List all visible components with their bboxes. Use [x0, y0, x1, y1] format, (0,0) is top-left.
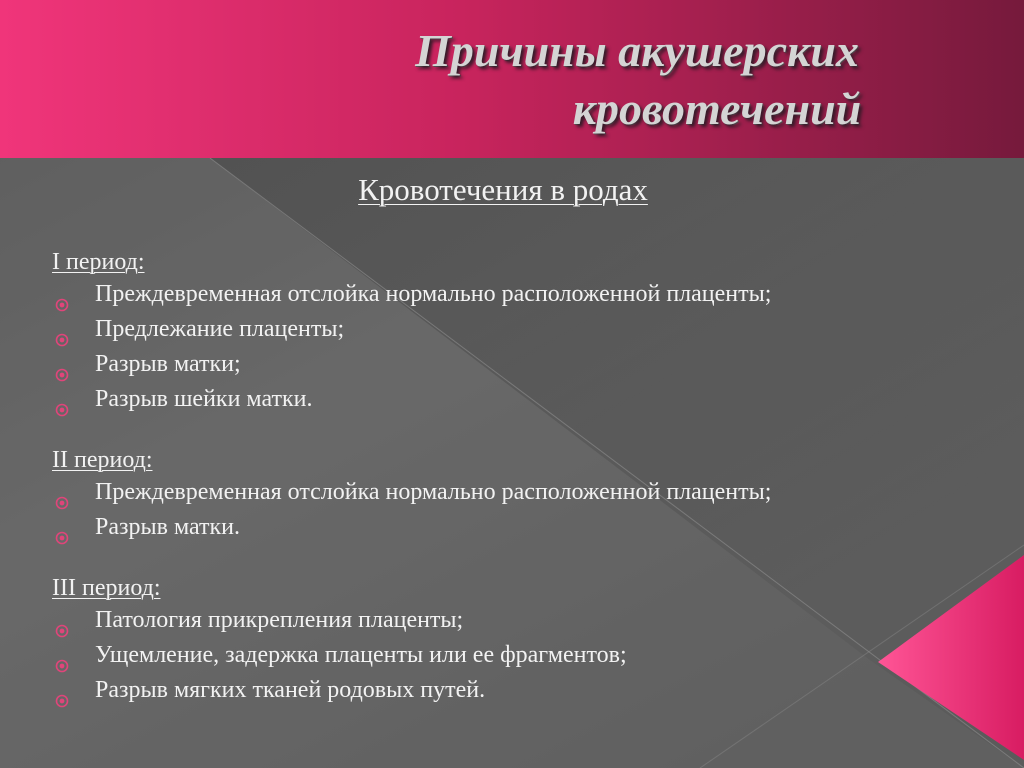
period-items	[52, 603, 952, 708]
target-circle-bullet-icon	[55, 684, 69, 698]
period-section	[52, 247, 952, 417]
target-circle-bullet-icon	[55, 649, 69, 663]
target-circle-bullet-icon	[55, 521, 69, 535]
list-item	[52, 475, 952, 510]
list-item-text: Ущемление, задержка плаценты или ее фрагментов;	[95, 642, 627, 668]
list-item	[52, 603, 952, 638]
target-circle-bullet-icon	[55, 358, 69, 372]
list-item	[52, 673, 952, 708]
list-item-text: Преждевременная отслойка нормально расположенной плаценты;	[95, 479, 772, 505]
period-title: III период:	[52, 575, 161, 601]
period-items	[52, 277, 952, 417]
list-item-text: Разрыв матки.	[95, 514, 240, 540]
list-item-text: Патология прикрепления плаценты;	[95, 607, 464, 633]
list-item	[52, 382, 952, 417]
target-circle-bullet-icon	[55, 614, 69, 628]
list-item-text: Разрыв шейки матки.	[95, 386, 313, 412]
list-item	[52, 510, 952, 545]
period-section	[52, 445, 952, 545]
slide-title	[0, 22, 1024, 138]
list-item-text: Разрыв матки;	[95, 351, 241, 377]
period-title: I период:	[52, 249, 145, 275]
list-item	[52, 312, 952, 347]
list-item-text: Разрыв мягких тканей родовых путей.	[95, 677, 486, 703]
target-circle-bullet-icon	[55, 486, 69, 500]
list-item	[52, 638, 952, 673]
periods-list	[52, 247, 952, 736]
period-section	[52, 573, 952, 708]
target-circle-bullet-icon	[55, 288, 69, 302]
list-item	[52, 347, 952, 382]
period-title: II период:	[52, 447, 153, 473]
list-item	[52, 277, 952, 312]
slide-subtitle: Кровотечения в родах	[358, 172, 648, 207]
title-line-1: Причины акушерских	[415, 25, 859, 76]
list-item-text: Предлежание плаценты;	[95, 316, 345, 342]
list-item-text: Преждевременная отслойка нормально расположенной плаценты;	[95, 281, 772, 307]
title-line-2: кровотечений	[572, 83, 862, 134]
target-circle-bullet-icon	[55, 393, 69, 407]
period-items	[52, 475, 952, 545]
target-circle-bullet-icon	[55, 323, 69, 337]
